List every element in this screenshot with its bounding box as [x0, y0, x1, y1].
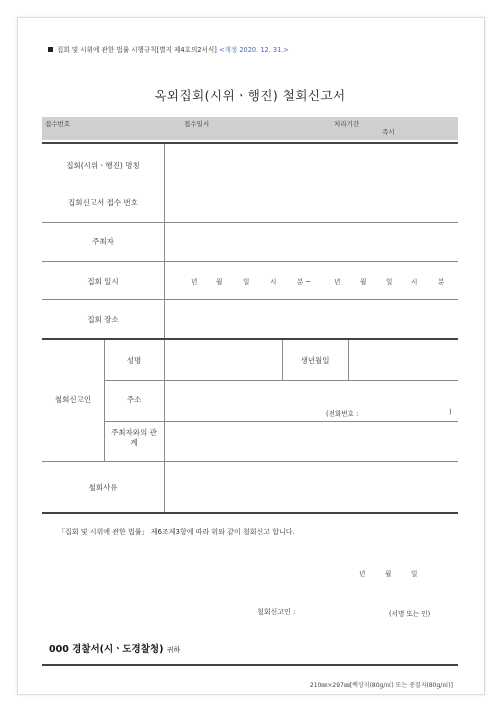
table-top-border	[42, 142, 458, 144]
form-reference	[48, 44, 289, 54]
datetime-unit: 일	[386, 278, 393, 286]
datetime-unit: 일	[243, 278, 250, 286]
destination-suffix: 귀하	[166, 646, 181, 654]
column-divider	[164, 144, 165, 338]
date-unit: 일	[411, 570, 418, 578]
row-divider	[104, 380, 458, 381]
receipt-number-label: 접수번호	[45, 120, 71, 128]
datetime-unit: 시	[411, 278, 418, 286]
phone-close: )	[449, 408, 452, 416]
column-divider	[164, 340, 165, 461]
signature-note: (서명 또는 인)	[389, 610, 431, 618]
revision-date: <개정 2020. 12. 31.>	[218, 46, 289, 54]
row-divider	[42, 261, 458, 262]
date-unit: 월	[385, 570, 392, 578]
square-bullet-icon	[48, 47, 53, 52]
place-label: 집회 장소	[87, 315, 119, 324]
row-divider	[104, 421, 458, 422]
date-unit: 년	[359, 570, 366, 578]
phone-label: (전화번호 :	[326, 410, 359, 418]
destination-office: 000 경찰서(시ㆍ도경찰청)	[49, 644, 164, 655]
organizer-label: 주최자	[92, 237, 114, 246]
report-number-label: 집회신고서 접수 번호	[68, 198, 138, 207]
form-title: 옥외집회(시위ㆍ행진) 철회신고서	[154, 88, 346, 103]
footer-divider	[42, 664, 458, 666]
relation-label: 주최자와의 관계	[111, 428, 157, 447]
name-label: 성명	[126, 356, 142, 365]
withdrawer-label: 철회신고인	[54, 395, 92, 404]
datetime-label: 집회 일시	[87, 277, 119, 286]
receipt-date-label: 접수일시	[184, 120, 210, 128]
assembly-name-label: 집회(시위ㆍ행진) 명칭	[66, 161, 140, 170]
address-label: 주소	[126, 395, 142, 404]
datetime-unit: 분	[438, 278, 445, 286]
statement-text: 「집회 및 시위에 관한 법률」 제6조제3항에 따라 위와 같이 철회신고 합니다.	[58, 528, 295, 536]
row-divider	[42, 461, 458, 462]
datetime-unit: 년	[191, 278, 198, 286]
signature-label: 철회신고인 :	[257, 608, 296, 616]
paper-spec: 210㎜×297㎜[백상지(80g/㎡) 또는 중질지(80g/㎡)]	[309, 682, 453, 689]
datetime-unit: 년	[334, 278, 341, 286]
destination	[49, 641, 180, 655]
processing-period-label: 처리기간	[334, 120, 360, 128]
datetime-unit: 시	[270, 278, 277, 286]
reason-label: 철회사유	[88, 483, 118, 492]
datetime-unit: 월	[360, 278, 367, 286]
birth-label: 생년월일	[300, 356, 330, 365]
column-divider	[348, 340, 349, 380]
column-divider	[164, 462, 165, 512]
table-bottom-border	[42, 512, 458, 514]
datetime-unit: 분 ~	[297, 278, 311, 286]
receipt-bar	[42, 117, 458, 140]
row-divider	[42, 222, 458, 223]
processing-period-value: 즉시	[382, 128, 395, 136]
row-divider	[42, 299, 458, 300]
datetime-unit: 월	[216, 278, 223, 286]
law-reference: 집회 및 시위에 관한 법률 시행규칙[별지 제4호의2서식]	[57, 46, 217, 54]
